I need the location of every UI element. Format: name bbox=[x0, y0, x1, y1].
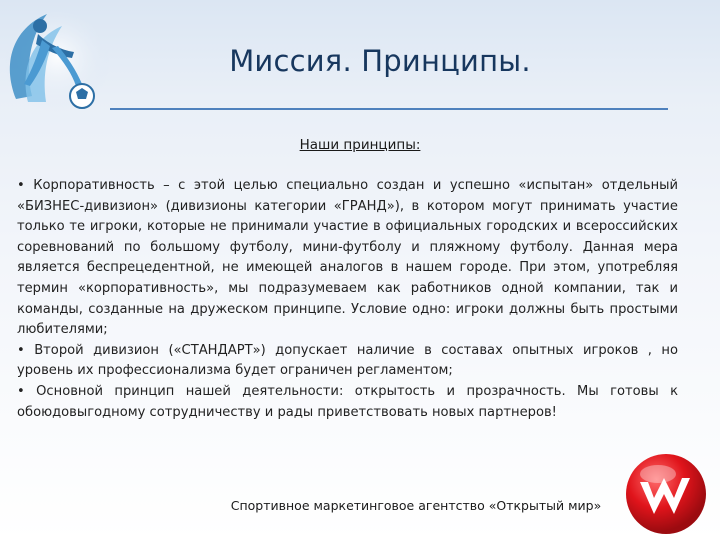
principle-paragraph-3: • Основной принцип нашей деятельности: открытость и прозрачность. Мы готовы к обоюдовыгодному сотрудничеству и рады приветствовать новых партнеров! bbox=[17, 383, 678, 420]
principle-paragraph-1: • Корпоративность – с этой целью специально создан и успешно «испытан» отдельный «БИЗНЕС-дивизион» (дивизионы категории «ГРАНД»), в котором могут принимать участие только те игроки, которые не принимали участие в официальных городских и всероссийских соревнований по большому футболу, мини-футболу и пляжному футболу. Данная мера является беспрецедентной, не имеющей аналогов в нашем городе. При этом, употребляя термин «корпоративность», мы подразумеваем как работников одной компании, так и команды, созданные на дружеском принципе. Условие одно: игроки должны быть простыми любителями; bbox=[17, 178, 678, 338]
principles-body bbox=[17, 176, 678, 423]
principle-paragraph-2: • Второй дивизион («СТАНДАРТ») допускает наличие в составах опытных игроков , но уровень их профессионализма будет ограничен регламентом; bbox=[17, 342, 678, 379]
title-divider bbox=[110, 108, 668, 110]
footer-agency-name: Спортивное маркетинговое агентство «Открытый мир» bbox=[230, 498, 602, 513]
principles-heading: Наши принципы: bbox=[299, 137, 421, 153]
open-world-w-logo-icon bbox=[624, 452, 708, 536]
slide-title: Миссия. Принципы. bbox=[229, 44, 531, 78]
football-player-logo-icon bbox=[2, 4, 114, 114]
